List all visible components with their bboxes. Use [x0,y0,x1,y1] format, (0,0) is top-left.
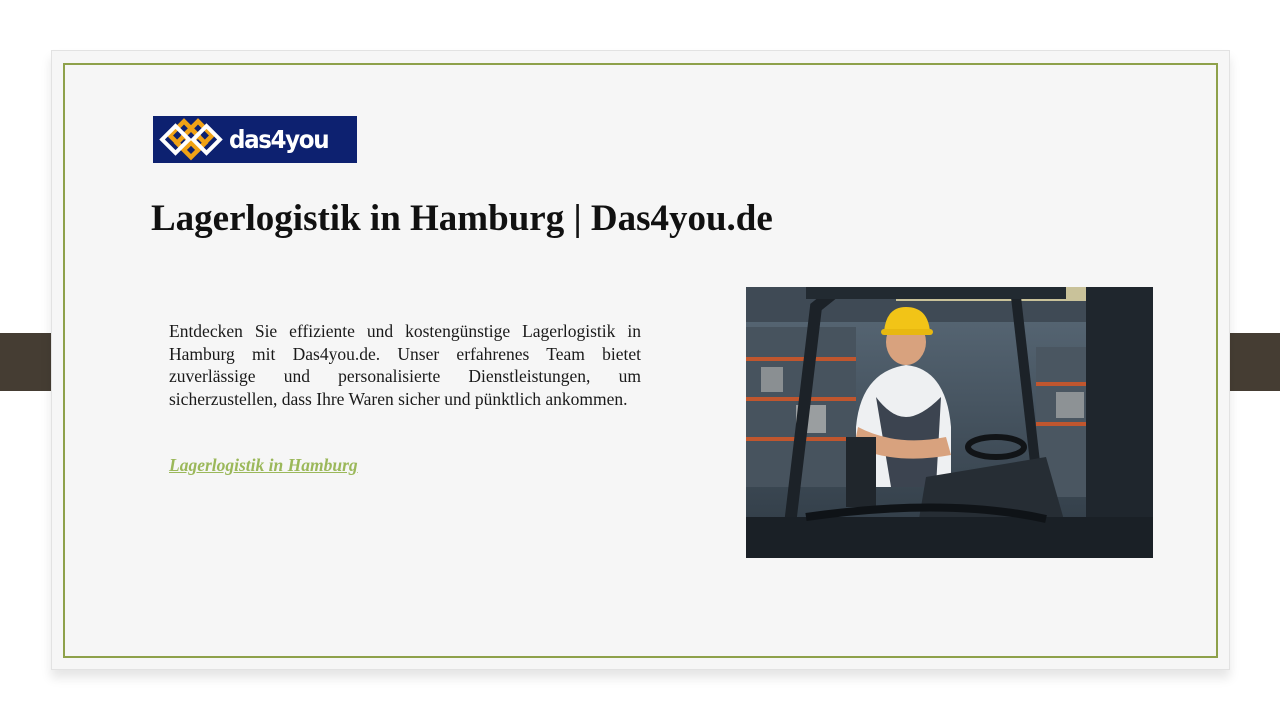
diamond-logo-icon [153,116,229,163]
page-title: Lagerlogistik in Hamburg | Das4you.de [151,198,773,239]
lagerlogistik-link[interactable]: Lagerlogistik in Hamburg [169,455,358,475]
slide-card [51,50,1230,670]
forklift-worker-photo [746,287,1153,558]
das4you-logo [153,116,357,163]
description-paragraph: Entdecken Sie effiziente und kostengünstige Lagerlogistik in Hamburg mit Das4you.de. Unser erfahrenes Team bietet zuverlässige und personalisierte Dienstleistungen, um sicherzustellen, dass Ihre Waren sicher und pünktlich ankommen. [169,321,641,409]
logo-wordmark: das4you [229,125,329,154]
